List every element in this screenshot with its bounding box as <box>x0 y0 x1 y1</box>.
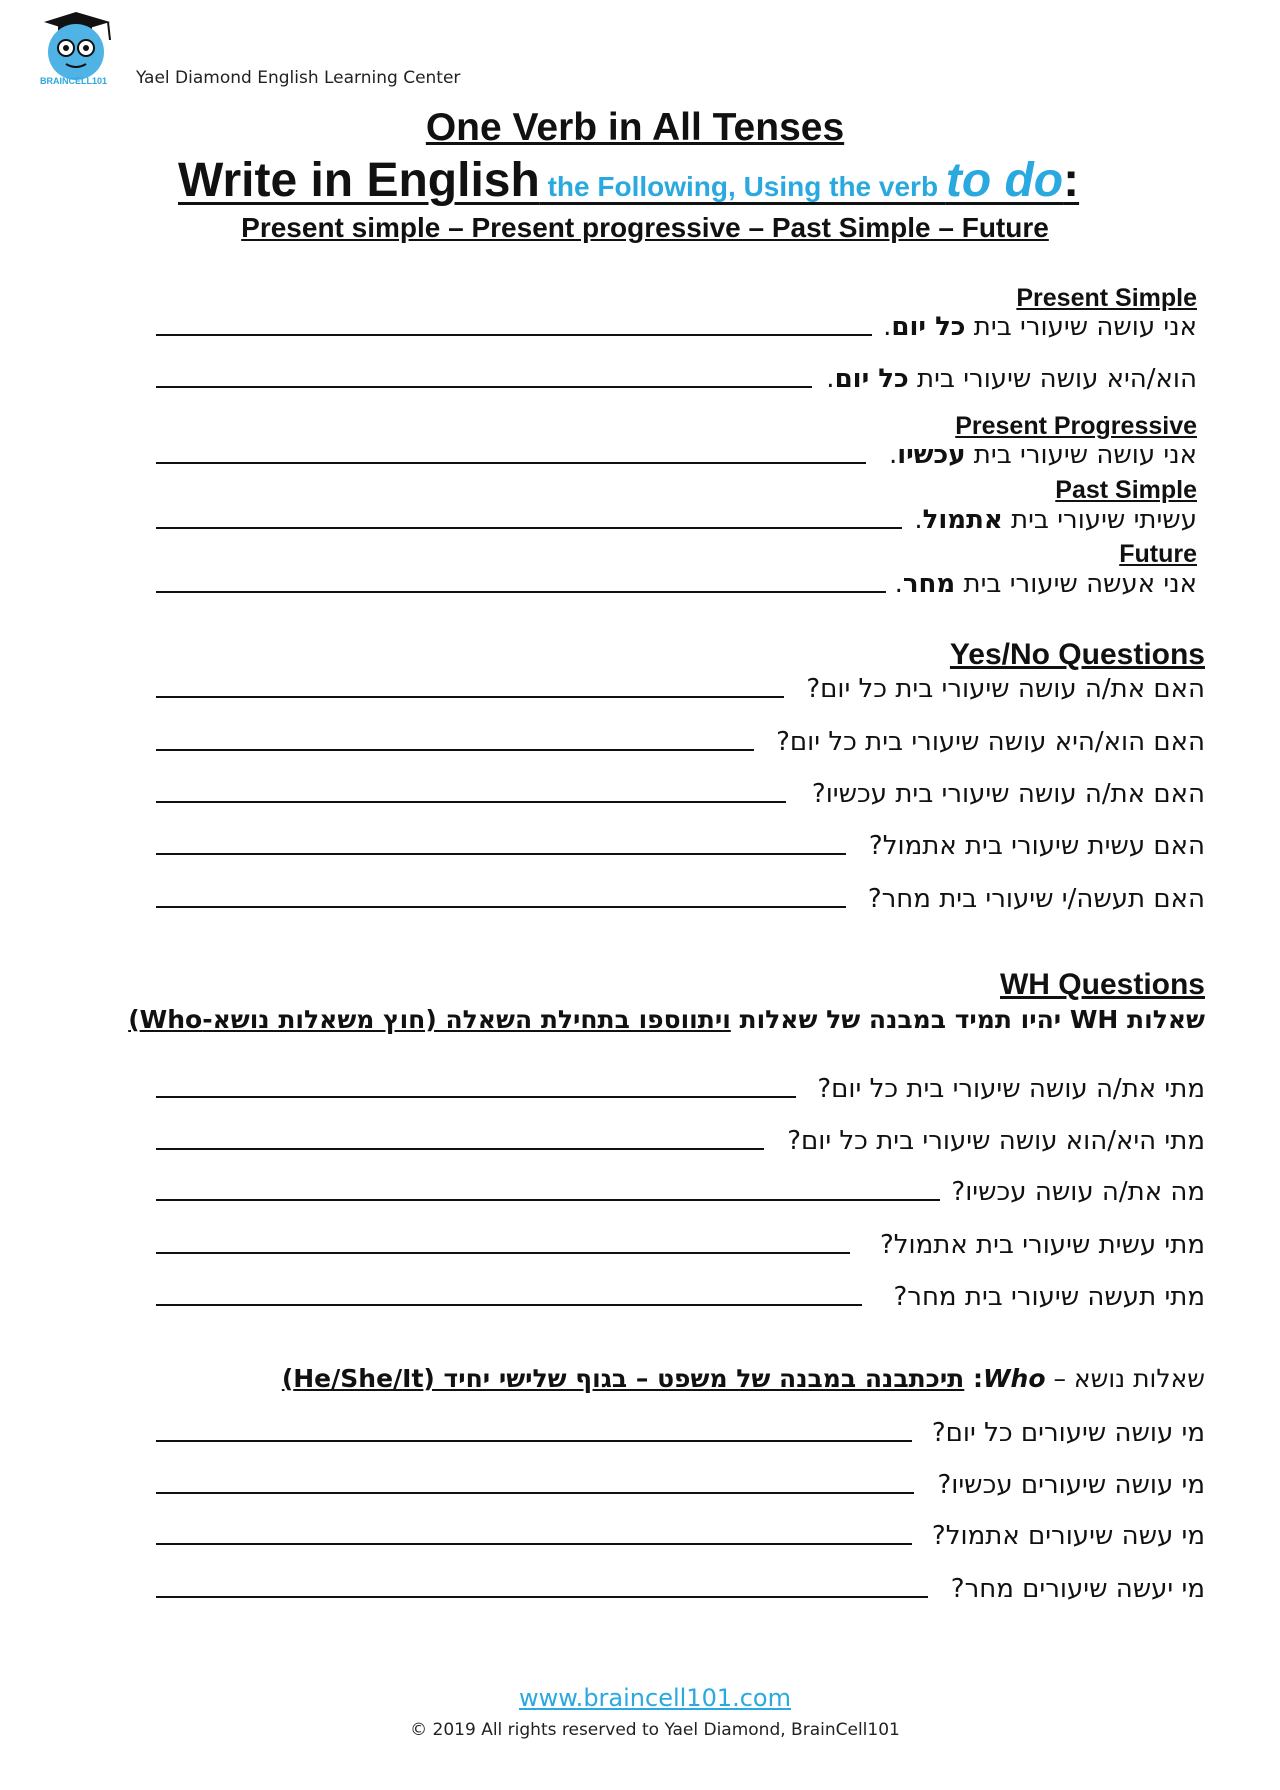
answer-line[interactable] <box>156 1492 914 1494</box>
exercise-row <box>156 505 1197 535</box>
answer-line[interactable] <box>156 1304 862 1306</box>
exercise-row <box>156 440 1197 470</box>
wh-note <box>128 1005 1205 1034</box>
prompt: האם תעשה/י שיעורי בית מחר? <box>867 884 1205 914</box>
exercise-row <box>156 779 1205 809</box>
exercise-row <box>156 884 1205 914</box>
instruction-colon: : <box>1063 154 1080 207</box>
prompt: האם עשית שיעורי בית אתמול? <box>868 831 1205 861</box>
prompt: מתי עשית שיעורי בית אתמול? <box>879 1230 1205 1260</box>
page-title: One Verb in All Tenses <box>425 106 845 149</box>
answer-line[interactable] <box>156 334 872 336</box>
answer-line[interactable] <box>156 1440 912 1442</box>
exercise-row <box>156 1230 1205 1260</box>
exercise-row <box>156 312 1197 342</box>
wh-note-plain: שאלות WH יהיו תמיד במבנה של שאלות <box>730 1005 1205 1034</box>
exercise-row <box>156 364 1197 394</box>
answer-line[interactable] <box>156 462 866 464</box>
exercise-row <box>156 831 1205 861</box>
exercise-row <box>156 1574 1205 1604</box>
exercise-row <box>156 1418 1205 1448</box>
answer-line[interactable] <box>156 1596 928 1598</box>
instruction-title <box>178 153 1079 208</box>
prompt: מי עושה שיעורים כל יום? <box>931 1418 1205 1448</box>
answer-line[interactable] <box>156 801 786 803</box>
wh-note-underlined: ויתווספו בתחילת השאלה (חוץ משאלות נושא-Who) <box>128 1005 731 1034</box>
verb-to-do: to do <box>945 154 1064 207</box>
exercise-row <box>156 1521 1205 1551</box>
answer-line[interactable] <box>156 1096 796 1098</box>
prompt: מי יעשה שיעורים מחר? <box>950 1574 1205 1604</box>
heading-wh-questions: WH Questions <box>999 968 1205 1001</box>
exercise-row <box>156 569 1197 599</box>
heading-present-simple: Present Simple <box>1016 284 1197 312</box>
prompt: הוא/היא עושה שיעורי בית כל יום. <box>826 364 1197 394</box>
who-rule: תיכתבנה במבנה של משפט – בגוף שלישי יחיד (He/She/It) <box>281 1364 965 1393</box>
who-intro-plain: שאלות נושא – <box>1045 1364 1205 1393</box>
heading-yes-no-questions: Yes/No Questions <box>949 638 1205 671</box>
prompt: מתי את/ה עושה שיעורי בית כל יום? <box>817 1074 1205 1104</box>
exercise-row <box>156 1282 1205 1312</box>
instruction-blue: the Following, Using the verb <box>539 171 946 202</box>
prompt: מתי תעשה שיעורי בית מחר? <box>893 1282 1205 1312</box>
tenses-subtitle: Present simple – Present progressive – Past Simple – Future <box>241 212 1049 243</box>
answer-line[interactable] <box>156 386 812 388</box>
prompt: האם את/ה עושה שיעורי בית עכשיו? <box>811 779 1205 809</box>
heading-present-progressive: Present Progressive <box>955 412 1197 440</box>
answer-line[interactable] <box>156 853 846 855</box>
prompt: מי עושה שיעורים עכשיו? <box>937 1470 1205 1500</box>
heading-future: Future <box>1119 540 1197 568</box>
exercise-row <box>156 1074 1205 1104</box>
answer-line[interactable] <box>156 1252 850 1254</box>
prompt: האם הוא/היא עושה שיעורי בית כל יום? <box>776 727 1205 757</box>
answer-line[interactable] <box>156 696 784 698</box>
answer-line[interactable] <box>156 591 886 593</box>
prompt: אני אעשה שיעורי בית מחר. <box>894 569 1197 599</box>
prompt: עשיתי שיעורי בית אתמול. <box>914 505 1197 535</box>
copyright: © 2019 All rights reserved to Yael Diamond, BrainCell101 <box>410 1720 900 1740</box>
prompt: מי עשה שיעורים אתמול? <box>931 1521 1205 1551</box>
logo-text: BRAINCELL101 <box>40 76 108 86</box>
answer-line[interactable] <box>156 749 754 751</box>
prompt: מה את/ה עושה עכשיו? <box>951 1177 1205 1207</box>
exercise-row <box>156 1177 1205 1207</box>
exercise-row <box>156 674 1205 704</box>
website-link[interactable]: www.braincell101.com <box>519 1684 791 1712</box>
prompt: מתי היא/הוא עושה שיעורי בית כל יום? <box>787 1126 1205 1156</box>
exercise-row <box>156 727 1205 757</box>
answer-line[interactable] <box>156 1543 912 1545</box>
center-name: Yael Diamond English Learning Center <box>136 68 461 88</box>
who-word: Who <box>982 1364 1046 1393</box>
instruction-main: Write in English <box>178 154 540 207</box>
answer-line[interactable] <box>156 906 846 908</box>
prompt: אני עושה שיעורי בית עכשיו. <box>888 440 1197 470</box>
heading-past-simple: Past Simple <box>1055 476 1197 504</box>
prompt: אני עושה שיעורי בית כל יום. <box>883 312 1197 342</box>
prompt: האם את/ה עושה שיעורי בית כל יום? <box>806 674 1205 704</box>
who-intro: שאלות נושא – Who: תיכתבנה במבנה של משפט – בגוף שלישי יחיד (He/She/It) <box>281 1364 1205 1393</box>
exercise-row <box>156 1126 1205 1156</box>
answer-line[interactable] <box>156 1199 940 1201</box>
answer-line[interactable] <box>156 1148 764 1150</box>
exercise-row <box>156 1470 1205 1500</box>
answer-line[interactable] <box>156 527 902 529</box>
